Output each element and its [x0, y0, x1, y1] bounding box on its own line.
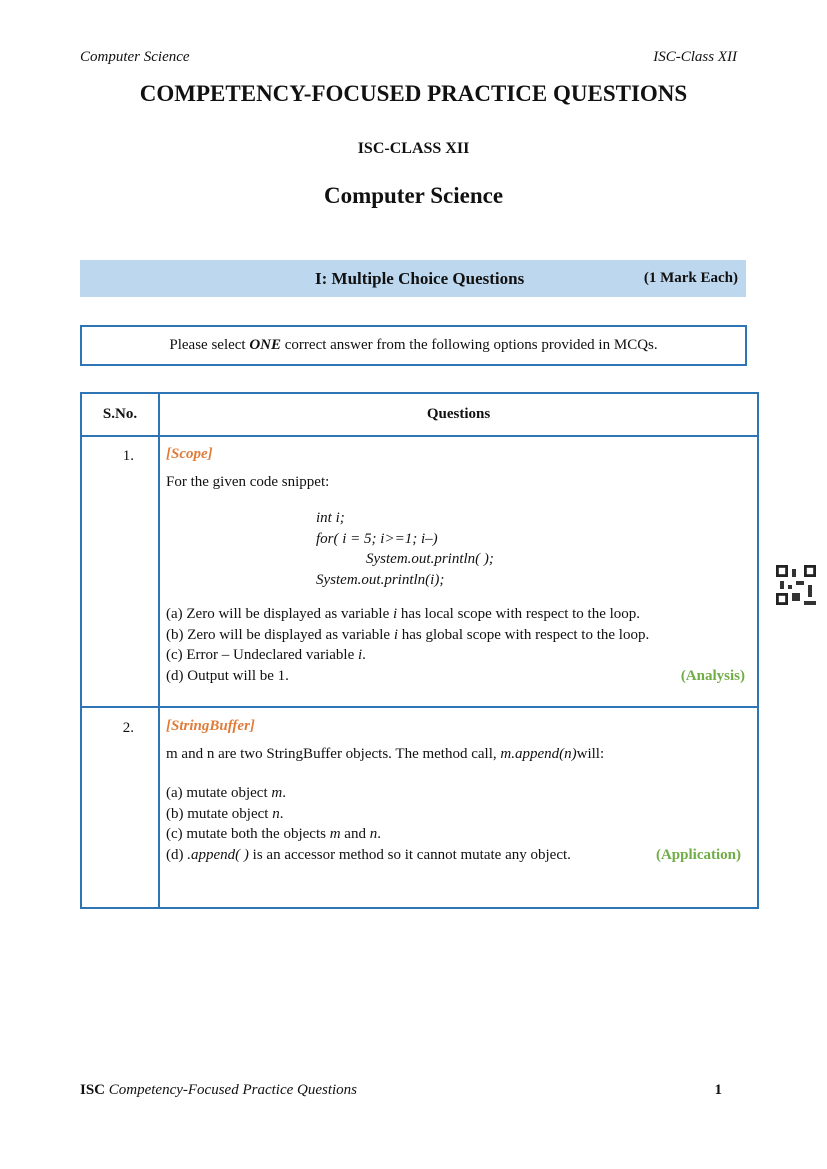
option-text: is an accessor method so it cannot mutate any object. [248, 846, 571, 863]
stem-code: m.append(n) [500, 745, 577, 762]
code-line: for( i = 5; i>=1; i–) [316, 530, 438, 547]
option-b [166, 627, 745, 648]
class-heading: ISC-CLASS XII [357, 140, 470, 157]
option-text: . [362, 647, 366, 663]
option-var: m [271, 785, 283, 801]
option-text: (b) Zero will be displayed as variable [166, 626, 394, 643]
option-text: . [377, 826, 381, 842]
option-a [166, 785, 745, 806]
notice-pre: Please select [169, 337, 250, 353]
section-title: I: Multiple Choice Questions [315, 269, 525, 288]
stem-text: m and n are two StringBuffer objects. The method call, [166, 745, 501, 762]
option-b [166, 806, 745, 827]
option-text: (d) [166, 846, 188, 863]
footer-title: Competency-Focused Practice Questions [105, 1082, 358, 1098]
question-stem [166, 746, 745, 767]
option-text: (d) Output will be 1. [166, 667, 289, 684]
questions-table [80, 392, 759, 909]
col-questions: Questions [426, 406, 491, 422]
option-var: m [329, 826, 341, 842]
question-topic: [StringBuffer] [166, 718, 255, 734]
notice-em: ONE [249, 337, 282, 353]
option-var: i [393, 606, 398, 622]
competency-level: (Application) [655, 846, 741, 863]
question-1 [166, 446, 745, 688]
page-title: COMPETENCY-FOCUSED PRACTICE QUESTIONS [139, 81, 688, 106]
question-topic: [Scope] [166, 446, 213, 462]
option-text: and [340, 826, 370, 842]
option-d [166, 668, 745, 689]
option-var: n [369, 826, 378, 842]
option-text: (a) Zero will be displayed as variable [166, 606, 393, 622]
option-var: i [393, 626, 399, 643]
qr-code-icon [776, 565, 816, 605]
col-sno: S.No. [102, 406, 138, 422]
header-class: ISC-Class XII [653, 49, 737, 65]
question-number: 2. [122, 720, 134, 736]
page-footer [80, 1082, 722, 1099]
notice-post: correct answer from the following options provided in MCQs. [281, 337, 658, 353]
subject-heading: Computer Science [323, 183, 504, 208]
option-a [166, 606, 745, 627]
option-text: (c) mutate both the objects [166, 826, 330, 842]
header-subject: Computer Science [80, 49, 190, 65]
option-text: has global scope with respect to the loop. [398, 626, 650, 643]
option-c [166, 647, 745, 668]
footer-board: ISC [80, 1082, 106, 1098]
option-text: (b) mutate object [166, 805, 273, 822]
option-text: (c) Error – Undeclared variable [166, 647, 358, 663]
option-d [166, 847, 745, 868]
code-line: System.out.println( ); [366, 551, 494, 567]
question-stem: For the given code snippet: [166, 473, 330, 490]
code-snippet [166, 508, 745, 590]
question-2 [166, 718, 745, 867]
option-c [166, 826, 745, 847]
page-number: 1 [714, 1082, 722, 1098]
code-line: System.out.println(i); [316, 571, 445, 588]
competency-level: (Analysis) [680, 667, 745, 684]
option-text: has local scope with respect to the loop. [397, 606, 641, 622]
question-number: 1. [122, 448, 134, 464]
option-text: (a) mutate object [166, 785, 272, 801]
option-text: . [279, 805, 284, 822]
section-band [80, 260, 746, 297]
option-code: .append( ) [187, 846, 249, 863]
instruction-box [80, 325, 747, 366]
option-var: i [357, 647, 363, 663]
option-text: . [282, 785, 286, 801]
code-line: int i; [316, 510, 345, 526]
option-var: n [272, 805, 280, 822]
section-marks: (1 Mark Each) [643, 270, 738, 286]
stem-text: will: [576, 745, 605, 762]
